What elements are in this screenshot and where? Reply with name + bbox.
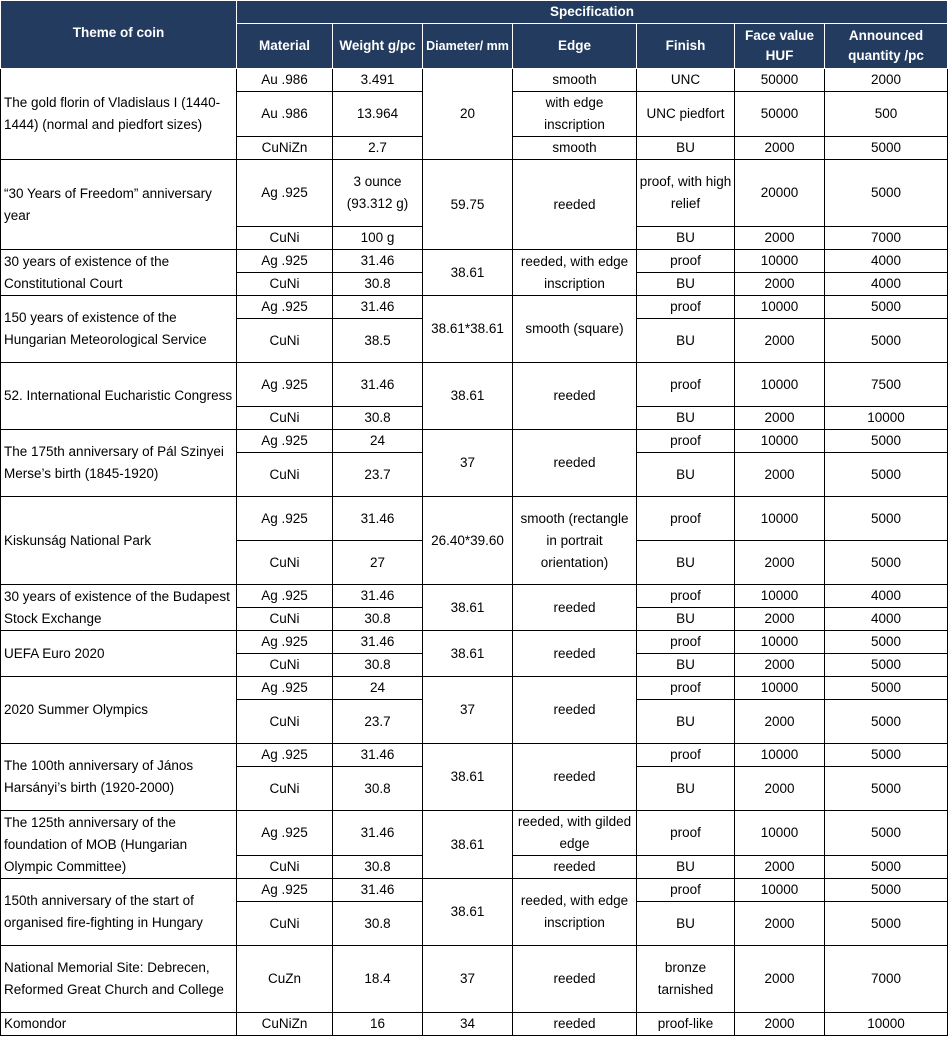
edge-cell: smooth (rectangle in portrait orientation) <box>513 497 637 585</box>
face-value-cell: 10000 <box>735 250 825 273</box>
edge-cell: reeded, with gilded edge <box>513 811 637 856</box>
header-weight: Weight g/pc <box>333 24 423 69</box>
header-announced-quantity: Announced quantity /pc <box>825 24 948 69</box>
material-cell: CuNi <box>237 541 333 585</box>
weight-cell: 18.4 <box>333 946 423 1013</box>
table-row <box>1 946 948 1013</box>
material-cell: Ag .925 <box>237 296 333 319</box>
table-row <box>1 160 948 227</box>
table-row <box>1 1013 948 1036</box>
face-value-cell: 10000 <box>735 430 825 453</box>
finish-cell: BU <box>637 137 735 160</box>
weight-cell: 3.491 <box>333 69 423 92</box>
weight-cell: 31.46 <box>333 296 423 319</box>
quantity-cell: 5000 <box>825 700 948 744</box>
material-cell: CuNi <box>237 608 333 631</box>
quantity-cell: 7000 <box>825 227 948 250</box>
weight-cell: 31.46 <box>333 363 423 407</box>
table-row <box>1 296 948 319</box>
face-value-cell: 2000 <box>735 700 825 744</box>
edge-cell: reeded <box>513 631 637 677</box>
quantity-cell: 5000 <box>825 879 948 902</box>
coin-theme: 30 years of existence of the Constitutional Court <box>1 250 237 296</box>
table-row <box>1 250 948 273</box>
finish-cell: BU <box>637 902 735 946</box>
edge-cell: reeded <box>513 677 637 744</box>
diameter-cell: 37 <box>423 677 513 744</box>
finish-cell: BU <box>637 767 735 811</box>
table-row <box>1 363 948 407</box>
face-value-cell: 2000 <box>735 946 825 1013</box>
weight-cell: 30.8 <box>333 856 423 879</box>
weight-cell: 24 <box>333 430 423 453</box>
weight-cell: 27 <box>333 541 423 585</box>
quantity-cell: 5000 <box>825 137 948 160</box>
finish-cell: BU <box>637 700 735 744</box>
edge-cell: reeded, with edge inscription <box>513 879 637 946</box>
header-edge: Edge <box>513 24 637 69</box>
coin-theme: 150th anniversary of the start of organised fire-fighting in Hungary <box>1 879 237 946</box>
finish-cell: proof-like <box>637 1013 735 1036</box>
quantity-cell: 5000 <box>825 296 948 319</box>
face-value-cell: 2000 <box>735 137 825 160</box>
weight-cell: 16 <box>333 1013 423 1036</box>
finish-cell: BU <box>637 654 735 677</box>
edge-cell: reeded <box>513 160 637 250</box>
coin-theme: UEFA Euro 2020 <box>1 631 237 677</box>
header-finish: Finish <box>637 24 735 69</box>
quantity-cell: 10000 <box>825 407 948 430</box>
edge-cell: reeded <box>513 430 637 497</box>
face-value-cell: 10000 <box>735 879 825 902</box>
weight-cell: 30.8 <box>333 407 423 430</box>
diameter-cell: 34 <box>423 1013 513 1036</box>
material-cell: Ag .925 <box>237 250 333 273</box>
table-row <box>1 677 948 700</box>
material-cell: CuNi <box>237 227 333 250</box>
material-cell: CuZn <box>237 946 333 1013</box>
material-cell: Ag .925 <box>237 744 333 767</box>
table-row <box>1 69 948 92</box>
finish-cell: BU <box>637 856 735 879</box>
face-value-cell: 2000 <box>735 767 825 811</box>
finish-cell: proof <box>637 879 735 902</box>
finish-cell: proof <box>637 296 735 319</box>
weight-cell: 31.46 <box>333 811 423 856</box>
quantity-cell: 5000 <box>825 541 948 585</box>
quantity-cell: 5000 <box>825 453 948 497</box>
face-value-cell: 10000 <box>735 497 825 541</box>
weight-cell: 13.964 <box>333 92 423 137</box>
coin-theme: 150 years of existence of the Hungarian Meteorological Service <box>1 296 237 363</box>
face-value-cell: 20000 <box>735 160 825 227</box>
face-value-cell: 50000 <box>735 92 825 137</box>
header-face-value: Face value HUF <box>735 24 825 69</box>
table-row <box>1 430 948 453</box>
material-cell: CuNiZn <box>237 137 333 160</box>
coin-theme: National Memorial Site: Debrecen, Reformed Great Church and College <box>1 946 237 1013</box>
face-value-cell: 2000 <box>735 654 825 677</box>
face-value-cell: 2000 <box>735 273 825 296</box>
finish-cell: BU <box>637 319 735 363</box>
quantity-cell: 5000 <box>825 902 948 946</box>
quantity-cell: 5000 <box>825 319 948 363</box>
weight-cell: 31.46 <box>333 497 423 541</box>
face-value-cell: 10000 <box>735 677 825 700</box>
coin-theme: The 175th anniversary of Pál Szinyei Merse’s birth (1845-1920) <box>1 430 237 497</box>
finish-cell: proof, with high relief <box>637 160 735 227</box>
face-value-cell: 2000 <box>735 407 825 430</box>
face-value-cell: 2000 <box>735 227 825 250</box>
material-cell: CuNi <box>237 273 333 296</box>
table-row <box>1 879 948 902</box>
face-value-cell: 10000 <box>735 744 825 767</box>
diameter-cell: 38.61 <box>423 744 513 811</box>
diameter-cell: 59.75 <box>423 160 513 250</box>
weight-cell: 30.8 <box>333 902 423 946</box>
finish-cell: BU <box>637 453 735 497</box>
face-value-cell: 10000 <box>735 296 825 319</box>
face-value-cell: 10000 <box>735 585 825 608</box>
edge-cell: with edge inscription <box>513 92 637 137</box>
face-value-cell: 50000 <box>735 69 825 92</box>
finish-cell: BU <box>637 273 735 296</box>
finish-cell: proof <box>637 585 735 608</box>
weight-cell: 23.7 <box>333 453 423 497</box>
coin-theme: “30 Years of Freedom” anniversary year <box>1 160 237 250</box>
material-cell: CuNi <box>237 453 333 497</box>
finish-cell: proof <box>637 497 735 541</box>
header-specification: Specification <box>237 1 948 24</box>
coin-theme: 2020 Summer Olympics <box>1 677 237 744</box>
quantity-cell: 5000 <box>825 654 948 677</box>
quantity-cell: 5000 <box>825 856 948 879</box>
coin-theme: 52. International Eucharistic Congress <box>1 363 237 430</box>
edge-cell: reeded, with edge inscription <box>513 250 637 296</box>
weight-cell: 31.46 <box>333 879 423 902</box>
quantity-cell: 5000 <box>825 430 948 453</box>
finish-cell: BU <box>637 541 735 585</box>
finish-cell: proof <box>637 811 735 856</box>
finish-cell: proof <box>637 744 735 767</box>
diameter-cell: 38.61*38.61 <box>423 296 513 363</box>
edge-cell: reeded <box>513 744 637 811</box>
edge-cell: smooth <box>513 69 637 92</box>
face-value-cell: 2000 <box>735 319 825 363</box>
quantity-cell: 4000 <box>825 585 948 608</box>
coin-theme: The 100th anniversary of János Harsányi’s birth (1920-2000) <box>1 744 237 811</box>
material-cell: CuNi <box>237 902 333 946</box>
finish-cell: proof <box>637 631 735 654</box>
diameter-cell: 38.61 <box>423 250 513 296</box>
coin-rows <box>1 69 948 1036</box>
face-value-cell: 2000 <box>735 902 825 946</box>
material-cell: CuNi <box>237 654 333 677</box>
coin-theme: 30 years of existence of the Budapest Stock Exchange <box>1 585 237 631</box>
table-row <box>1 811 948 856</box>
diameter-cell: 26.40*39.60 <box>423 497 513 585</box>
finish-cell: BU <box>637 608 735 631</box>
weight-cell: 31.46 <box>333 585 423 608</box>
quantity-cell: 4000 <box>825 250 948 273</box>
face-value-cell: 2000 <box>735 856 825 879</box>
finish-cell: UNC <box>637 69 735 92</box>
material-cell: Au .986 <box>237 69 333 92</box>
material-cell: CuNi <box>237 407 333 430</box>
table-row <box>1 744 948 767</box>
edge-cell: reeded <box>513 585 637 631</box>
finish-cell: BU <box>637 227 735 250</box>
header-diameter: Diameter/ mm <box>423 24 513 69</box>
quantity-cell: 2000 <box>825 69 948 92</box>
edge-cell: smooth (square) <box>513 296 637 363</box>
material-cell: Ag .925 <box>237 879 333 902</box>
finish-cell: BU <box>637 407 735 430</box>
weight-cell: 30.8 <box>333 654 423 677</box>
weight-cell: 30.8 <box>333 608 423 631</box>
edge-cell: reeded <box>513 856 637 879</box>
finish-cell: bronze tarnished <box>637 946 735 1013</box>
material-cell: Ag .925 <box>237 160 333 227</box>
coin-theme: Kiskunság National Park <box>1 497 237 585</box>
weight-cell: 24 <box>333 677 423 700</box>
quantity-cell: 10000 <box>825 1013 948 1036</box>
quantity-cell: 7000 <box>825 946 948 1013</box>
diameter-cell: 38.61 <box>423 879 513 946</box>
material-cell: Ag .925 <box>237 497 333 541</box>
quantity-cell: 5000 <box>825 767 948 811</box>
table-row <box>1 631 948 654</box>
edge-cell: reeded <box>513 1013 637 1036</box>
face-value-cell: 2000 <box>735 608 825 631</box>
quantity-cell: 5000 <box>825 677 948 700</box>
coin-theme: The 125th anniversary of the foundation of MOB (Hungarian Olympic Committee) <box>1 811 237 879</box>
finish-cell: UNC piedfort <box>637 92 735 137</box>
quantity-cell: 5000 <box>825 160 948 227</box>
material-cell: CuNi <box>237 856 333 879</box>
material-cell: Ag .925 <box>237 631 333 654</box>
diameter-cell: 20 <box>423 69 513 160</box>
material-cell: Au .986 <box>237 92 333 137</box>
weight-cell: 31.46 <box>333 631 423 654</box>
weight-cell: 31.46 <box>333 250 423 273</box>
quantity-cell: 5000 <box>825 744 948 767</box>
weight-cell: 23.7 <box>333 700 423 744</box>
edge-cell: reeded <box>513 946 637 1013</box>
material-cell: CuNi <box>237 767 333 811</box>
material-cell: Ag .925 <box>237 811 333 856</box>
weight-cell: 3 ounce (93.312 g) <box>333 160 423 227</box>
material-cell: CuNi <box>237 319 333 363</box>
face-value-cell: 10000 <box>735 631 825 654</box>
face-value-cell: 2000 <box>735 1013 825 1036</box>
weight-cell: 38.5 <box>333 319 423 363</box>
edge-cell: smooth <box>513 137 637 160</box>
face-value-cell: 10000 <box>735 363 825 407</box>
diameter-cell: 37 <box>423 430 513 497</box>
quantity-cell: 500 <box>825 92 948 137</box>
finish-cell: proof <box>637 250 735 273</box>
diameter-cell: 38.61 <box>423 363 513 430</box>
weight-cell: 30.8 <box>333 273 423 296</box>
quantity-cell: 5000 <box>825 811 948 856</box>
face-value-cell: 10000 <box>735 811 825 856</box>
coin-theme: The gold florin of Vladislaus I (1440-1444) (normal and piedfort sizes) <box>1 69 237 160</box>
finish-cell: proof <box>637 430 735 453</box>
quantity-cell: 5000 <box>825 497 948 541</box>
diameter-cell: 38.61 <box>423 585 513 631</box>
header-theme: Theme of coin <box>1 1 237 69</box>
weight-cell: 2.7 <box>333 137 423 160</box>
weight-cell: 30.8 <box>333 767 423 811</box>
quantity-cell: 4000 <box>825 608 948 631</box>
finish-cell: proof <box>637 677 735 700</box>
weight-cell: 31.46 <box>333 744 423 767</box>
material-cell: Ag .925 <box>237 677 333 700</box>
table-row <box>1 585 948 608</box>
material-cell: CuNi <box>237 700 333 744</box>
finish-cell: proof <box>637 363 735 407</box>
weight-cell: 100 g <box>333 227 423 250</box>
coin-theme: Komondor <box>1 1013 237 1036</box>
material-cell: Ag .925 <box>237 585 333 608</box>
material-cell: CuNiZn <box>237 1013 333 1036</box>
diameter-cell: 38.61 <box>423 631 513 677</box>
header-material: Material <box>237 24 333 69</box>
table-row <box>1 497 948 541</box>
face-value-cell: 2000 <box>735 453 825 497</box>
quantity-cell: 5000 <box>825 631 948 654</box>
face-value-cell: 2000 <box>735 541 825 585</box>
quantity-cell: 4000 <box>825 273 948 296</box>
quantity-cell: 7500 <box>825 363 948 407</box>
material-cell: Ag .925 <box>237 430 333 453</box>
diameter-cell: 38.61 <box>423 811 513 879</box>
diameter-cell: 37 <box>423 946 513 1013</box>
material-cell: Ag .925 <box>237 363 333 407</box>
edge-cell: reeded <box>513 363 637 430</box>
